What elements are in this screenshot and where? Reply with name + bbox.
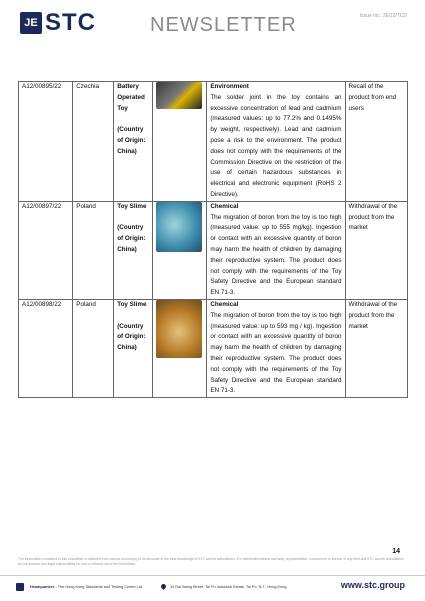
table-row [19, 82, 408, 202]
ref-cell: A12/00895/22 [19, 82, 73, 202]
product-cell [114, 201, 153, 299]
stc-logo [20, 9, 96, 36]
product-image-toy-slime [156, 202, 202, 252]
product-origin: (Country of Origin: China) [117, 126, 146, 155]
description-cell [207, 299, 345, 397]
country-cell: Poland [73, 299, 114, 397]
product-origin: (Country of Origin: China) [117, 224, 146, 253]
logo-mark: JE [20, 12, 42, 34]
description-cell [207, 82, 345, 202]
recall-table [18, 81, 408, 398]
building-icon [16, 583, 24, 591]
disclaimer: The information contained in this newsletter is obtained from various sources(s) to be accurate to the best knowledge of STC and its subsidiaries. It is distributed without warranty, representation, inducement or licence of any kind and STC and its subsidiaries do not assume any legal responsibility for use or reliance upon the information. [18, 557, 404, 566]
image-cell [153, 299, 207, 397]
product-name: Battery Operated Toy [117, 83, 145, 112]
risk-type: Environment [210, 83, 249, 90]
image-cell [153, 201, 207, 299]
page-header [0, 0, 425, 44]
ref-cell: A12/00898/22 [19, 299, 73, 397]
hq-name: - The Hong Kong Standards and Testing Centre Ltd. [54, 585, 143, 589]
risk-description: The migration of boron from the toy is too high (measured value: up to 593 mg / kg). Ingestion or contact with an excessive quantity of boron may harm the health of children by damaging their reproductive system. The product does not comply with the requirements of the Toy Safety Directive and the European standard EN 71-3. [210, 311, 342, 395]
newsletter-title: NEWSLETTER [150, 14, 297, 36]
risk-type: Chemical [210, 300, 239, 308]
table-row [19, 299, 408, 397]
footer-address: 10 Dai Wang Street, Tai Po Industrial Estate, Tai Po, N.T., Hong Kong [170, 585, 287, 589]
image-cell [153, 82, 207, 202]
hq-label: Headquarters [30, 585, 55, 589]
footer-headquarters [30, 585, 143, 589]
product-cell [114, 299, 153, 397]
product-origin: (Country of Origin: China) [117, 322, 146, 352]
table-row [19, 201, 408, 299]
product-image-toy-slime-jar [156, 300, 202, 358]
country-cell: Czechia [73, 82, 114, 202]
measure-cell: Withdrawal of the product from the market [345, 299, 407, 397]
logo-text: STC [45, 9, 96, 36]
website-link[interactable]: www.stc.group [340, 580, 405, 590]
page-number: 14 [392, 548, 400, 555]
page-footer [0, 575, 425, 601]
product-cell [114, 82, 153, 202]
description-cell [207, 201, 345, 299]
ref-cell: A12/00897/22 [19, 201, 73, 299]
risk-description: The migration of boron from the toy is too high (measured value: up to 555 mg/kg). Ingestion or contact with an excessive quantity of boron may harm the health of children by damaging their reproductive system. The product does not comply with the requirements of the Toy Safety Directive and the European standard EN 71-3. [210, 213, 342, 297]
product-name: Toy Slime [117, 300, 147, 308]
measure-cell: Withdrawal of the product from the market [345, 201, 407, 299]
product-name: Toy Slime [117, 202, 147, 210]
issue-number: Issue no.: 26/22/TCD [359, 13, 407, 19]
risk-type: Chemical [210, 202, 239, 210]
country-cell: Poland [73, 201, 114, 299]
location-pin-icon [160, 583, 167, 590]
measure-cell: Recall of the product from end users [345, 82, 407, 202]
product-image-battery-toy [156, 82, 202, 109]
risk-description: The solder joint in the toy contains an excessive concentration of lead and cadmium (measured values: up to 77.2% and 0.1495% by weight, respectively). Lead and cadmium pose a risk to the environment. The product does not comply with the requirements of the Commission Directive on the restriction of the use of certain hazardous substances in electrical and electronic equipment (RoHS 2 Directive). [210, 93, 342, 198]
